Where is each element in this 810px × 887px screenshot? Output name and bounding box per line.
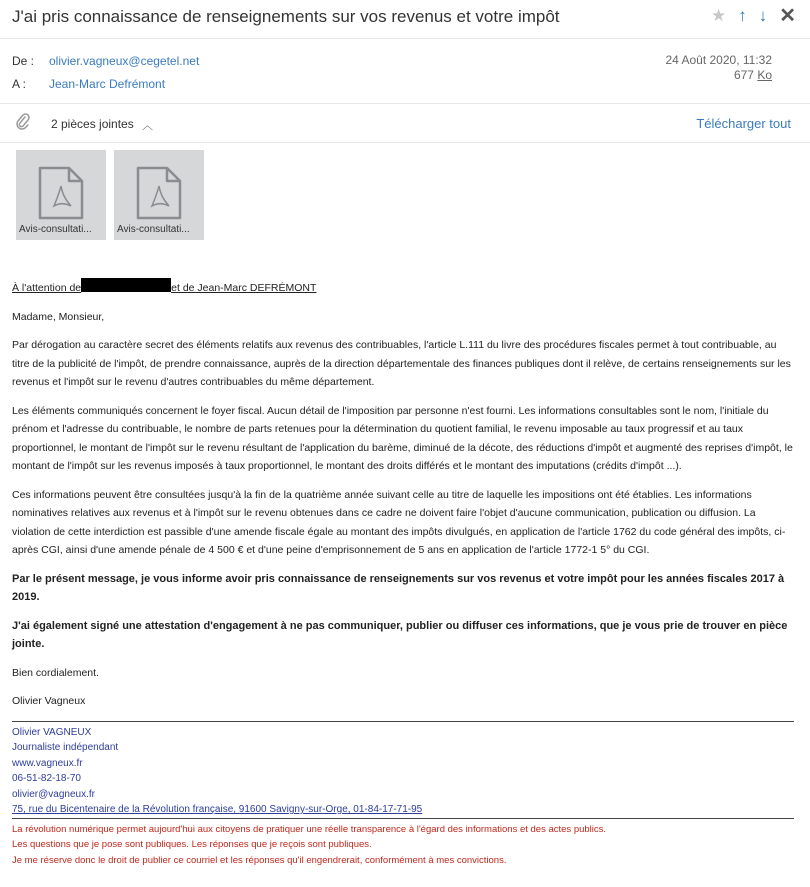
signature-role: Journaliste indépendant: [12, 742, 119, 753]
footer-line-2: Les questions que je pose sont publiques. Les réponses que je reçois sont publiques.: [12, 839, 372, 850]
to-label: A :: [12, 77, 27, 91]
sender-name: Olivier Vagneux: [12, 695, 86, 707]
message-size-value: 677: [733, 68, 754, 82]
attachment-thumbnail[interactable]: [114, 150, 204, 240]
footer-notice: [12, 822, 794, 869]
message-meta: [0, 39, 810, 104]
attachment-filename: Avis-consultati...: [19, 224, 92, 235]
attention-prefix: À l'attention de: [12, 282, 82, 294]
from-address[interactable]: olivier.vagneux@cegetel.net: [49, 54, 200, 68]
chevron-up-icon[interactable]: ︿: [142, 120, 153, 132]
signature-address: 75, rue du Bicentenaire de la Révolution française, 91600 Savigny-sur-Orge, 01-84-17-71-95: [12, 804, 423, 815]
arrow-down-icon[interactable]: ↓: [758, 6, 768, 25]
message-header: [0, 0, 810, 39]
arrow-up-icon[interactable]: ↑: [738, 6, 747, 25]
paragraph-5: J'ai également signé une attestation d'engagement à ne pas communiquer, publier ou diffuser ces informations, que je vous prie de trouver en pièce jointe.: [12, 619, 788, 650]
footer-divider: [12, 818, 794, 819]
pdf-file-icon: [37, 166, 85, 220]
message-body: [12, 278, 794, 868]
signature-phone: 06-51-82-18-70: [12, 773, 81, 784]
closing: Bien cordialement.: [12, 666, 99, 679]
attachment-thumbnails: [16, 150, 204, 240]
from-label: De :: [12, 54, 35, 68]
message-size: [734, 68, 772, 82]
attachment-filename: Avis-consultati...: [117, 224, 190, 235]
signature-divider: [12, 721, 794, 722]
download-all-link[interactable]: Télécharger tout: [696, 116, 791, 131]
footer-line-3: Je me réserve donc le droit de publier ce courriel et les réponses qu'il engendrerait, conformément à mes convictions.: [12, 854, 507, 866]
message-subject: J'ai pris connaissance de renseignements sur vos revenus et votre impôt: [12, 7, 560, 26]
attention-suffix: et de Jean-Marc DEFRÉMONT: [171, 282, 317, 294]
redaction-block: [81, 278, 171, 292]
attention-line: [12, 278, 794, 298]
header-actions: [711, 6, 796, 26]
signature-site[interactable]: www.vagneux.fr: [12, 757, 83, 769]
signature-name: Olivier VAGNEUX: [12, 726, 92, 738]
star-icon[interactable]: ★: [710, 6, 727, 25]
paragraph-2: Les éléments communiqués concernent le foyer fiscal. Aucun détail de l'imposition par personne n'est fourni. Les informations consultables sont le nom, l'initiale du prénom et l'adresse du contribuable, le nombre de parts retenues pour la détermination du quotient familial, le revenu imposable au taux progressif et au taux proportionnel, le montant de l'impôt sur le revenu résultant de l'application du barème, diminué de la décote, des réductions d'impôt et augmenté des reprises d'impôt, le montant de l'impôt sur les revenus imposés à taux proportionnel, le montant des droits différés et le montant des imputations (crédits d'impôt ...).: [12, 404, 793, 472]
greeting: Madame, Monsieur,: [12, 310, 105, 323]
message-date: 24 Août 2020, 11:32: [665, 53, 772, 67]
attachments-count[interactable]: 2 pièces jointes: [51, 117, 134, 131]
attachment-thumbnail[interactable]: [16, 150, 106, 240]
close-icon[interactable]: ✕: [779, 5, 796, 27]
paragraph-4: Par le présent message, je vous informe avoir pris connaissance de renseignements sur vos revenus et votre impôt pour les années fiscales 2017 à 2019.: [12, 572, 785, 603]
to-recipient[interactable]: Jean-Marc Defrémont: [49, 77, 166, 91]
paragraph-1: Par dérogation au caractère secret des éléments relatifs aux revenus des contribuables, l'article L.111 du livre des procédures fiscales permet à tout contribuable, au titre de la publicité de l'impôt, de prendre connaissance, auprès de la direction départementale des finances publiques dont il relève, de certains renseignements sur les revenus et l'impôt sur le revenu d'autres contribuables du même département.: [12, 339, 791, 388]
signature-block: [12, 725, 794, 818]
signature-email[interactable]: olivier@vagneux.fr: [12, 788, 95, 800]
paperclip-icon: [16, 113, 30, 134]
paragraph-3: Ces informations peuvent être consultées jusqu'à la fin de la quatrième année suivant celle au titre de laquelle les impositions ont été établies. Les informations nominatives relatives aux revenus et à l'impôt sur le revenu obtenues dans ce cadre ne doivent faire l'objet d'aucune communication, publication ou diffusion. La violation de cette interdiction est passible d'une amende fiscale égale au montant des impôts divulgués, en application de l'article 1762 du code général des impôts, ci-après CGI, ainsi d'une amende pénale de 4 500 € et d'une peine d'emprisonnement de 5 ans en application de l'article 1772-1 5° du CGI.: [12, 488, 786, 556]
attachments-bar: [0, 104, 810, 143]
pdf-file-icon: [135, 166, 183, 220]
message-size-unit: Ko: [757, 68, 772, 82]
footer-line-1: La révolution numérique permet aujourd'hui aux citoyens de pratiquer une réelle transparence à l'égard des informations et des actes publics.: [12, 823, 607, 835]
